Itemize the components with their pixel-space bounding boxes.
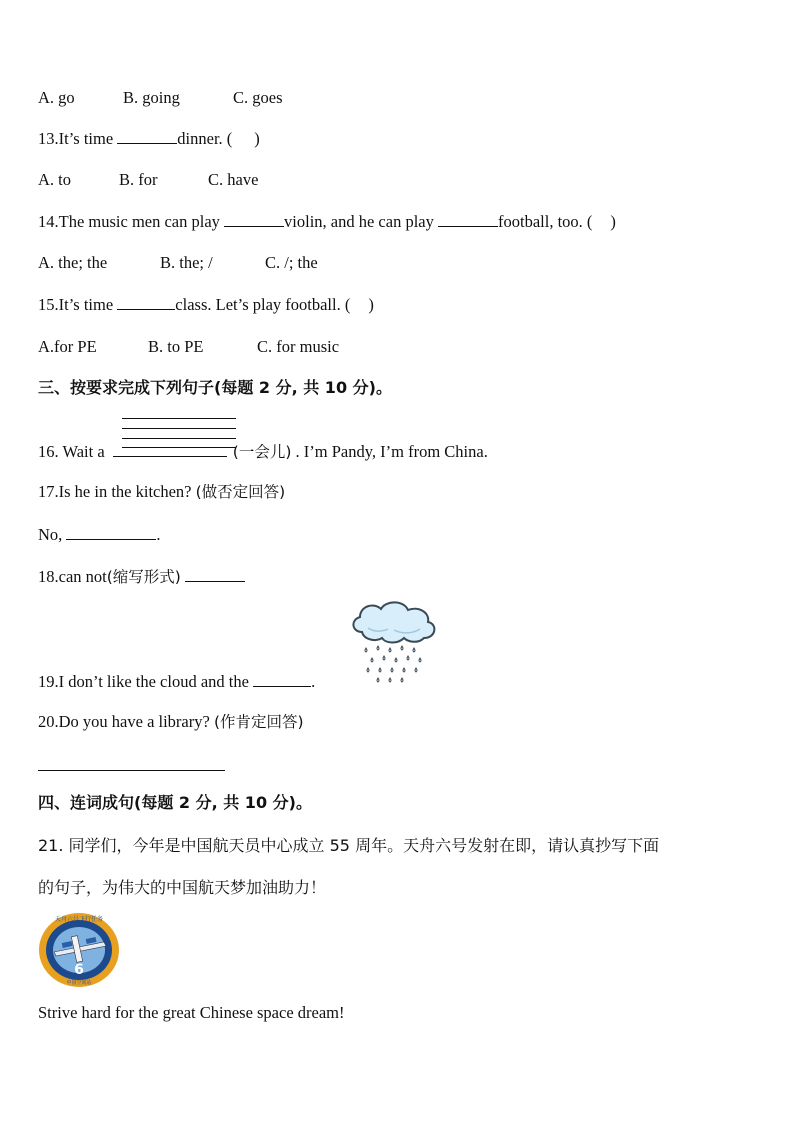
badge-text-bottom: 中国空间站	[66, 980, 92, 986]
q14-option-b: B. the; /	[160, 253, 213, 272]
q13-option-c: C. have	[208, 170, 259, 189]
q17-answer	[38, 524, 161, 546]
q20-answer-line[interactable]	[38, 770, 225, 771]
q16-after: . I’m Pandy, I’m from China.	[295, 442, 488, 461]
q20-question: 20.Do you have a library?	[38, 712, 214, 731]
q16-before: 16. Wait a	[38, 442, 109, 461]
q14-option-c: C. /; the	[265, 253, 318, 272]
q16-blank[interactable]	[113, 442, 227, 457]
q16-line-3[interactable]	[122, 438, 236, 439]
q15-option-c: C. for music	[257, 337, 340, 356]
q14-stem-c: football, too. (	[498, 212, 593, 231]
q20-stem	[38, 711, 304, 733]
q18-question: 18.can not	[38, 567, 107, 586]
q13-blank[interactable]	[117, 129, 177, 144]
space-mission-badge-icon	[38, 912, 120, 988]
q15-stem-before: 15.It’s time	[38, 295, 118, 314]
section4-heading: 四、连词成句(每题 2 分, 共 10 分)。	[38, 793, 312, 812]
q13-option-b: B. for	[119, 170, 158, 189]
q17-hint: (做否定回答)	[195, 483, 286, 501]
q13-option-a: A. to	[38, 170, 71, 189]
q12-options	[38, 87, 283, 109]
q18-hint: (缩写形式)	[106, 568, 181, 586]
q15-options	[38, 336, 339, 358]
q15-option-a: A.for PE	[38, 337, 97, 356]
q14-blank-2[interactable]	[438, 212, 498, 227]
q13-stem	[38, 128, 260, 150]
q14-options	[38, 252, 318, 274]
q17-blank[interactable]	[66, 525, 156, 540]
q17-answer-prefix: No,	[38, 525, 67, 544]
q17-stem	[38, 481, 285, 503]
q15-stem-after: class. Let’s play football. (	[175, 295, 351, 314]
q12-option-c: C. goes	[233, 88, 283, 107]
badge-text-top: 天舟六号飞行任务	[54, 916, 104, 923]
q19-question: 19.I don’t like the cloud and the	[38, 672, 254, 691]
q14-stem-b: violin, and he can play	[284, 212, 438, 231]
q12-option-a: A. go	[38, 88, 75, 107]
q20-hint: (作肯定回答)	[213, 713, 304, 731]
q17-question: 17.Is he in the kitchen?	[38, 482, 196, 501]
q14-stem	[38, 211, 616, 233]
q13-options	[38, 169, 258, 191]
q19-suffix: .	[311, 672, 316, 691]
q15-stem	[38, 294, 374, 316]
badge-number: 6	[74, 962, 84, 978]
q21-instruction-line2: 的句子，为伟大的中国航天梦加油助力！	[38, 878, 327, 897]
q14-blank-1[interactable]	[224, 212, 284, 227]
q13-stem-after: dinner. (	[177, 129, 233, 148]
q16-line-1[interactable]	[122, 418, 236, 419]
q18-stem	[38, 566, 245, 588]
q19-blank[interactable]	[253, 672, 311, 687]
q18-blank[interactable]	[185, 567, 245, 582]
q19-stem	[38, 671, 315, 693]
q13-paren-close: )	[254, 129, 260, 148]
q16-stem	[38, 441, 488, 463]
q16-hint: (一会儿)	[232, 443, 292, 461]
q21-instruction-line1: 21. 同学们，今年是中国航天员中心成立 55 周年。天舟六号发射在即，请认真抄写下面	[38, 836, 660, 855]
q15-paren-close: )	[368, 295, 374, 314]
q14-paren-close: )	[610, 212, 616, 231]
rain-cloud-icon	[348, 598, 438, 688]
q13-stem-before: 13.It’s time	[38, 129, 118, 148]
section3-heading: 三、按要求完成下列句子(每题 2 分, 共 10 分)。	[38, 378, 392, 397]
q14-option-a: A. the; the	[38, 253, 108, 272]
q15-option-b: B. to PE	[148, 337, 204, 356]
q12-option-b: B. going	[123, 88, 180, 107]
q16-line-2[interactable]	[122, 428, 236, 429]
q14-stem-a: 14.The music men can play	[38, 212, 225, 231]
q17-answer-suffix: .	[156, 525, 161, 544]
q15-blank[interactable]	[117, 295, 175, 310]
q21-sentence: Strive hard for the great Chinese space dream!	[38, 1003, 345, 1022]
